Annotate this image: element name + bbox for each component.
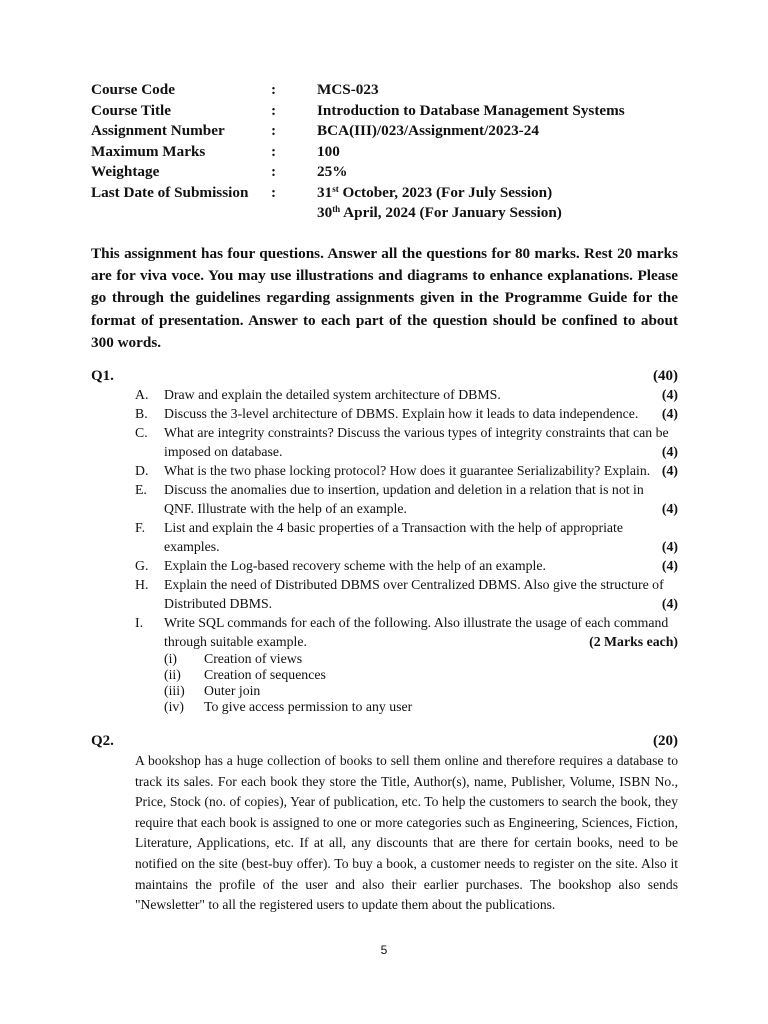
sub-item-text: Creation of views bbox=[204, 651, 303, 666]
sub-item-number: (iv) bbox=[164, 699, 184, 714]
date-rest: October, 2023 (For July Session) bbox=[338, 183, 553, 201]
part-text: What are integrity constraints? Discuss the various types of integrity constraints that can be imposed on database. bbox=[164, 425, 669, 459]
part-marks: (4) bbox=[661, 406, 678, 421]
part-letter: A. bbox=[135, 387, 149, 402]
assignment-number-row bbox=[91, 122, 625, 143]
weightage-value: 25% bbox=[317, 163, 348, 181]
colon: : bbox=[271, 163, 277, 181]
course-info-table bbox=[91, 81, 625, 205]
colon: : bbox=[271, 142, 277, 160]
page-number: 5 bbox=[380, 943, 388, 957]
part-letter: F. bbox=[135, 520, 146, 535]
part-marks: (4) bbox=[661, 558, 678, 573]
question-label: Q1. bbox=[91, 368, 114, 384]
question-part bbox=[135, 518, 678, 556]
question-part bbox=[135, 575, 678, 613]
part-text: What is the two phase locking protocol? How does it guarantee Serializability? Explain. bbox=[164, 463, 651, 478]
submission-date-row bbox=[91, 184, 625, 205]
question-marks: (40) bbox=[653, 368, 678, 384]
part-letter: C. bbox=[135, 425, 148, 440]
submission-date-label: Last Date of Submission bbox=[91, 183, 249, 201]
part-marks: (4) bbox=[661, 501, 678, 516]
maximum-marks-label: Maximum Marks bbox=[91, 142, 206, 160]
part-text: Explain the need of Distributed DBMS over Centralized DBMS. Also give the structure of Distributed DBMS. bbox=[164, 577, 664, 611]
part-marks: (4) bbox=[661, 444, 678, 459]
weightage-label: Weightage bbox=[91, 163, 160, 181]
question-part bbox=[135, 404, 678, 423]
sub-item-number: (ii) bbox=[164, 667, 181, 682]
question-label: Q2. bbox=[91, 733, 114, 749]
submission-date-january bbox=[317, 204, 562, 222]
part-marks: (4) bbox=[661, 596, 678, 611]
part-letter: B. bbox=[135, 406, 148, 421]
weightage-row bbox=[91, 163, 625, 184]
sub-item-text: To give access permission to any user bbox=[204, 699, 413, 714]
sub-item-number: (i) bbox=[164, 651, 178, 666]
part-letter: G. bbox=[135, 558, 149, 573]
question-1-heading bbox=[91, 368, 678, 385]
part-letter: D. bbox=[135, 463, 149, 478]
part-marks: (4) bbox=[661, 539, 678, 554]
question-marks: (20) bbox=[653, 733, 678, 749]
part-letter: E. bbox=[135, 482, 147, 497]
course-title-label: Course Title bbox=[91, 101, 172, 119]
part-text: Discuss the 3-level architecture of DBMS. Explain how it leads to data independence. bbox=[164, 406, 639, 421]
part-text: Discuss the anomalies due to insertion, updation and deletion in a relation that is not in QNF. Illustrate with the help of an example. bbox=[164, 482, 644, 516]
part-letter: I. bbox=[135, 615, 144, 630]
instructions-paragraph: This assignment has four questions. Answer all the questions for 80 marks. Rest 20 marks are for viva voce. You may use illustrations and diagrams to enhance explanations. Please go through the guidelines regarding assignments given in the Programme Guide for the format of presentation. Answer to each part of the question should be confined to about 300 words. bbox=[91, 245, 678, 351]
maximum-marks-row bbox=[91, 143, 625, 164]
part-letter: H. bbox=[135, 577, 149, 592]
question-part bbox=[135, 461, 678, 480]
part-text: Write SQL commands for each of the following. Also illustrate the usage of each command through suitable example. bbox=[164, 615, 669, 649]
question-part bbox=[135, 556, 678, 575]
part-text: Draw and explain the detailed system architecture of DBMS. bbox=[164, 387, 501, 402]
date-suffix: th bbox=[332, 204, 341, 214]
sub-item-text: Creation of sequences bbox=[204, 667, 326, 682]
colon: : bbox=[271, 81, 277, 98]
sub-item-text: Outer join bbox=[204, 683, 261, 698]
colon: : bbox=[271, 183, 277, 201]
date-rest: April, 2024 (For January Session) bbox=[340, 204, 562, 221]
assignment-number-value: BCA(III)/023/Assignment/2023-24 bbox=[317, 122, 539, 140]
maximum-marks-value: 100 bbox=[317, 142, 340, 160]
date-day: 31 bbox=[317, 183, 333, 201]
course-code-label: Course Code bbox=[91, 81, 175, 98]
date-suffix: st bbox=[332, 183, 339, 194]
part-marks: (4) bbox=[661, 463, 678, 478]
assignment-number-label: Assignment Number bbox=[91, 122, 225, 140]
question-2-text: A bookshop has a huge collection of books to sell them online and therefore requires a database to track its sales. For each book they store the Title, Author(s), name, Publisher, Volume, ISBN No., Price, Stock (no. of copies), Year of publication, etc. To help the customers to search the book, they require that each book is assigned to one or more categories such as Engineering, Sciences, Fiction, Literature, Applications, etc. If at all, any discounts that are there for certain books, need to be notified on the site (best-buy offer). To buy a book, a customer needs to register on the site. Also it maintains the profile of the user and also their earlier purchases. The bookshop also sends "Newsletter" to all the registered users to update them about the publications. bbox=[135, 753, 678, 913]
colon: : bbox=[271, 101, 277, 119]
question-part bbox=[135, 480, 678, 518]
submission-date-july bbox=[317, 184, 625, 205]
part-marks: (4) bbox=[661, 387, 678, 402]
part-marks: (2 Marks each) bbox=[589, 634, 678, 649]
question-2-heading bbox=[91, 733, 678, 750]
part-text: Explain the Log-based recovery scheme with the help of an example. bbox=[164, 558, 546, 573]
date-day: 30 bbox=[317, 204, 333, 221]
part-text: List and explain the 4 basic properties of a Transaction with the help of appropriate examples. bbox=[164, 520, 624, 554]
question-part bbox=[135, 613, 678, 651]
question-part bbox=[135, 423, 678, 461]
sub-item-number: (iii) bbox=[164, 683, 185, 698]
course-code-row bbox=[91, 81, 625, 102]
question-part bbox=[135, 385, 678, 404]
course-title-value: Introduction to Database Management Systems bbox=[317, 101, 625, 119]
course-code-value: MCS-023 bbox=[317, 81, 379, 98]
colon: : bbox=[271, 122, 277, 140]
course-title-row bbox=[91, 102, 625, 123]
